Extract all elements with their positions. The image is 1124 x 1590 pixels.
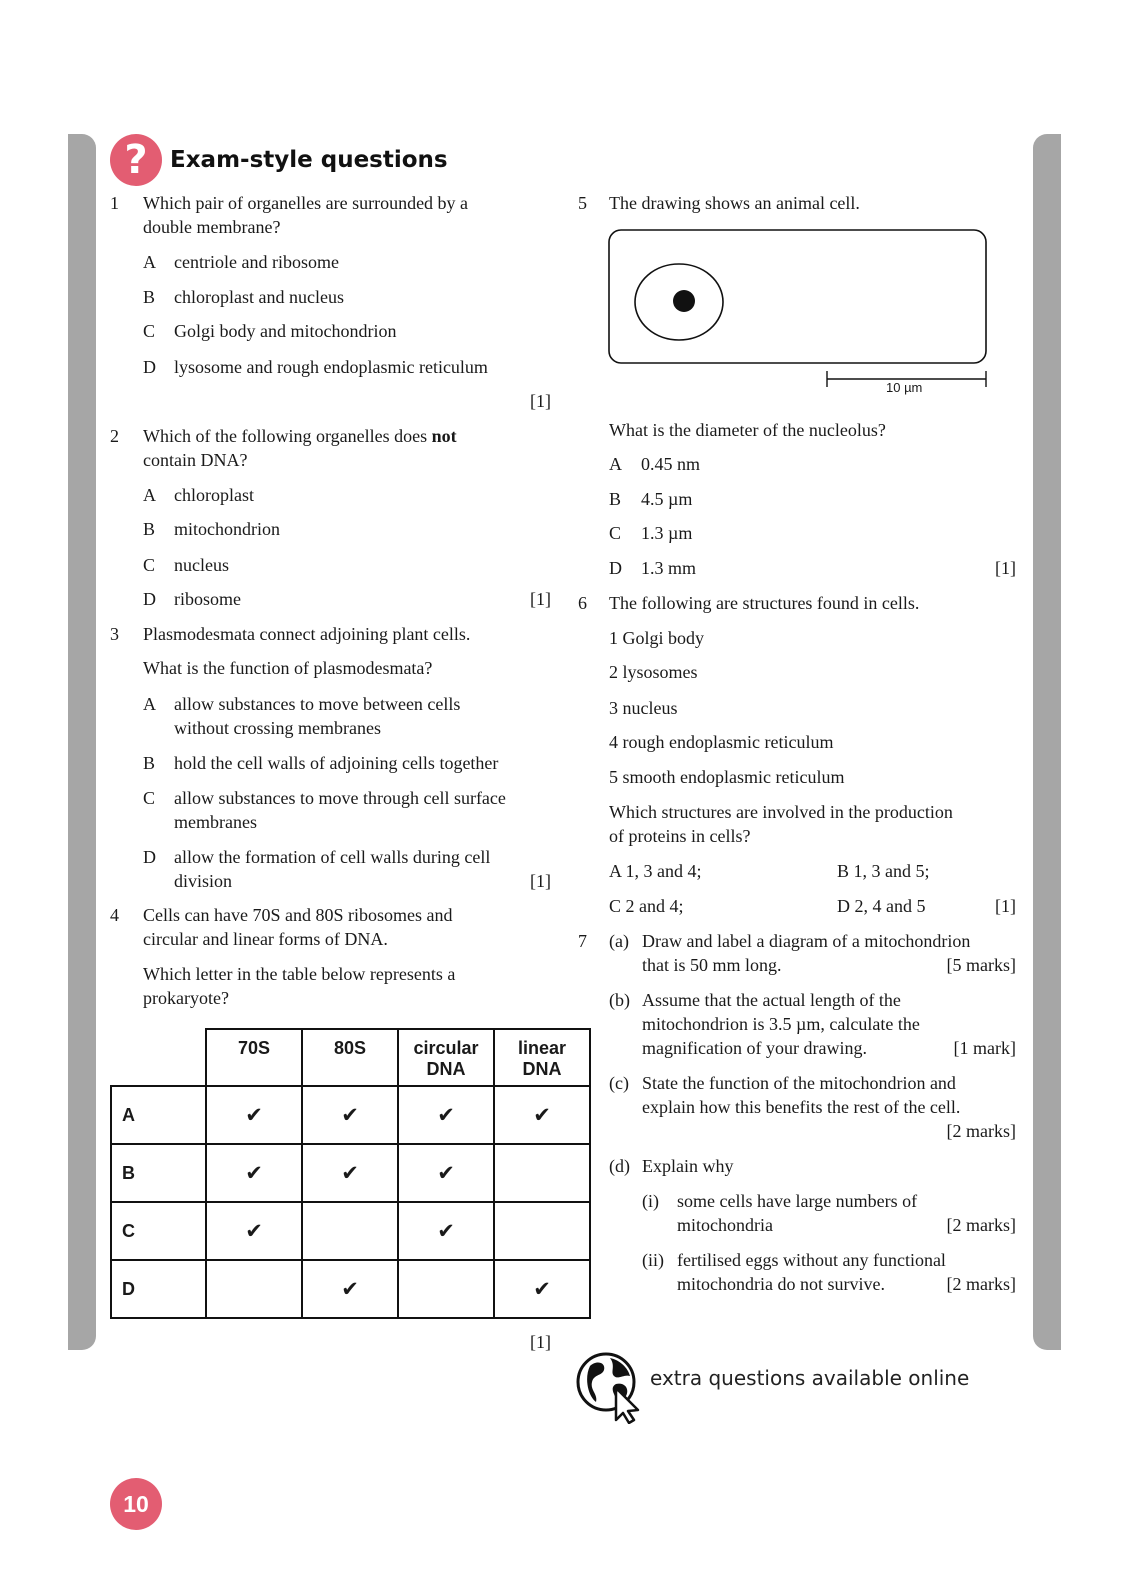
question-prompt: Which structures are involved in the production bbox=[609, 802, 953, 822]
option-text: centriole and ribosome bbox=[174, 252, 339, 272]
option-text: 0.45 nm bbox=[641, 454, 701, 474]
table-row bbox=[111, 1260, 590, 1318]
ribosome-dna-table bbox=[110, 1028, 591, 1319]
option-text: mitochondrion bbox=[174, 519, 280, 539]
option-letter: A bbox=[609, 454, 622, 474]
marks-label: [1] bbox=[530, 871, 551, 891]
structure-item: 5 smooth endoplasmic reticulum bbox=[609, 767, 845, 787]
stem-emphasis: not bbox=[431, 426, 457, 446]
tick-icon: ✔ bbox=[533, 1102, 551, 1127]
option-letter: B bbox=[609, 489, 622, 509]
question-stem: contain DNA? bbox=[143, 450, 248, 470]
option-letter: A bbox=[143, 694, 156, 714]
globe-cursor-icon bbox=[576, 1350, 646, 1424]
option-letter: D bbox=[143, 589, 156, 609]
option-letter: C bbox=[609, 523, 622, 543]
table-header-cell: circular DNA bbox=[398, 1029, 494, 1086]
marks-label: [1] bbox=[530, 589, 551, 609]
stem-text: Which of the following organelles does bbox=[143, 426, 432, 446]
option-text: hold the cell walls of adjoining cells together bbox=[174, 753, 499, 773]
table-cell bbox=[398, 1260, 494, 1318]
subpart-text: fertilised eggs without any functional bbox=[677, 1250, 946, 1270]
option-text: allow the formation of cell walls during cell bbox=[174, 847, 491, 867]
table-cell bbox=[206, 1144, 302, 1202]
option-letter: D bbox=[143, 357, 156, 377]
question-prompt: What is the diameter of the nucleolus? bbox=[609, 420, 886, 440]
option-text: ribosome bbox=[174, 589, 241, 609]
option-letter: C bbox=[143, 555, 156, 575]
option-text: A 1, 3 and 4; bbox=[609, 861, 702, 881]
table-cell bbox=[302, 1086, 398, 1144]
option-text: allow substances to move between cells bbox=[174, 694, 461, 714]
row-label: A bbox=[111, 1086, 206, 1144]
tick-icon: ✔ bbox=[437, 1102, 455, 1127]
option-letter: B bbox=[143, 753, 156, 773]
table-cell bbox=[398, 1086, 494, 1144]
option-text: without crossing membranes bbox=[174, 718, 381, 738]
table-cell bbox=[494, 1202, 590, 1260]
option-letter: A bbox=[143, 485, 156, 505]
marks-label: [1] bbox=[530, 391, 551, 411]
subpart-label: (i) bbox=[642, 1191, 659, 1211]
question-number: 3 bbox=[110, 624, 119, 644]
option-text: nucleus bbox=[174, 555, 229, 575]
option-letter: B bbox=[143, 287, 156, 307]
page-number: 10 bbox=[110, 1478, 162, 1530]
option-text: lysosome and rough endoplasmic reticulum bbox=[174, 357, 488, 377]
subpart-label: (ii) bbox=[642, 1250, 664, 1270]
option-letter: D bbox=[609, 558, 622, 578]
option-text: chloroplast bbox=[174, 485, 254, 505]
online-extras-link[interactable]: extra questions available online bbox=[650, 1366, 970, 1390]
page-title: Exam-style questions bbox=[170, 147, 448, 173]
option-text: B 1, 3 and 5; bbox=[837, 861, 930, 881]
table-cell bbox=[206, 1086, 302, 1144]
part-label: (a) bbox=[609, 931, 629, 951]
marks-label: [1 mark] bbox=[953, 1038, 1016, 1058]
part-text: Explain why bbox=[642, 1156, 734, 1176]
option-letter: C bbox=[143, 788, 156, 808]
question-number: 4 bbox=[110, 905, 119, 925]
option-text: C 2 and 4; bbox=[609, 896, 684, 916]
tick-icon: ✔ bbox=[533, 1276, 551, 1301]
table-header-cell: linear DNA bbox=[494, 1029, 590, 1086]
question-prompt: What is the function of plasmodesmata? bbox=[143, 658, 433, 678]
subpart-text: mitochondria do not survive. bbox=[677, 1274, 885, 1294]
part-text: that is 50 mm long. bbox=[642, 955, 782, 975]
animal-cell-diagram bbox=[600, 222, 1000, 402]
question-stem: Plasmodesmata connect adjoining plant cells. bbox=[143, 624, 471, 644]
row-label: B bbox=[111, 1144, 206, 1202]
table-cell bbox=[302, 1144, 398, 1202]
part-text: Assume that the actual length of the bbox=[642, 990, 901, 1010]
question-stem: circular and linear forms of DNA. bbox=[143, 929, 388, 949]
table-cell bbox=[398, 1202, 494, 1260]
part-label: (b) bbox=[609, 990, 630, 1010]
structure-item: 4 rough endoplasmic reticulum bbox=[609, 732, 834, 752]
table-cell bbox=[398, 1144, 494, 1202]
option-letter: A bbox=[143, 252, 156, 272]
part-text: mitochondrion is 3.5 µm, calculate the bbox=[642, 1014, 920, 1034]
table-cell bbox=[206, 1202, 302, 1260]
tick-icon: ✔ bbox=[245, 1102, 263, 1127]
table-header-cell: 80S bbox=[302, 1029, 398, 1086]
tick-icon: ✔ bbox=[341, 1276, 359, 1301]
part-text: explain how this benefits the rest of the cell. bbox=[642, 1097, 961, 1117]
structure-item: 1 Golgi body bbox=[609, 628, 705, 648]
table-row bbox=[111, 1086, 590, 1144]
subpart-text: some cells have large numbers of bbox=[677, 1191, 918, 1211]
marks-label: [2 marks] bbox=[946, 1121, 1016, 1141]
option-text: 4.5 µm bbox=[641, 489, 693, 509]
row-label: D bbox=[111, 1260, 206, 1318]
question-stem: Cells can have 70S and 80S ribosomes and bbox=[143, 905, 453, 925]
question-mark-icon: ? bbox=[110, 134, 162, 186]
question-prompt: prokaryote? bbox=[143, 988, 229, 1008]
table-cell bbox=[494, 1260, 590, 1318]
tick-icon: ✔ bbox=[245, 1218, 263, 1243]
question-stem: The drawing shows an animal cell. bbox=[609, 193, 860, 213]
tick-icon: ✔ bbox=[341, 1102, 359, 1127]
subpart-text: mitochondria bbox=[677, 1215, 773, 1235]
tick-icon: ✔ bbox=[341, 1160, 359, 1185]
option-text: chloroplast and nucleus bbox=[174, 287, 344, 307]
scale-bar-label: 10 µm bbox=[886, 380, 923, 395]
marks-label: [2 marks] bbox=[946, 1215, 1016, 1235]
question-number: 7 bbox=[578, 931, 587, 951]
part-label: (c) bbox=[609, 1073, 629, 1093]
marks-label: [1] bbox=[995, 558, 1016, 578]
part-label: (d) bbox=[609, 1156, 630, 1176]
tick-icon: ✔ bbox=[437, 1218, 455, 1243]
option-letter: B bbox=[143, 519, 156, 539]
marks-label: [1] bbox=[530, 1332, 551, 1352]
option-text: 1.3 mm bbox=[641, 558, 697, 578]
question-number: 5 bbox=[578, 193, 587, 213]
table-cell bbox=[302, 1260, 398, 1318]
option-text: division bbox=[174, 871, 233, 891]
table-cell bbox=[494, 1086, 590, 1144]
option-text: 1.3 µm bbox=[641, 523, 693, 543]
left-margin-bar bbox=[68, 134, 96, 1350]
marks-label: [5 marks] bbox=[946, 955, 1016, 975]
option-letter: C bbox=[143, 321, 156, 341]
option-text: allow substances to move through cell surface bbox=[174, 788, 506, 808]
part-text: State the function of the mitochondrion and bbox=[642, 1073, 956, 1093]
question-stem bbox=[143, 424, 457, 448]
table-cell bbox=[302, 1202, 398, 1260]
question-prompt: of proteins in cells? bbox=[609, 826, 751, 846]
table-header-row bbox=[111, 1029, 590, 1086]
option-text: Golgi body and mitochondrion bbox=[174, 321, 397, 341]
table-row bbox=[111, 1144, 590, 1202]
question-stem: The following are structures found in cells. bbox=[609, 593, 920, 613]
structure-item: 3 nucleus bbox=[609, 698, 678, 718]
part-text: magnification of your drawing. bbox=[642, 1038, 867, 1058]
row-label: C bbox=[111, 1202, 206, 1260]
question-number: 6 bbox=[578, 593, 587, 613]
part-text: Draw and label a diagram of a mitochondrion bbox=[642, 931, 971, 951]
tick-icon: ✔ bbox=[437, 1160, 455, 1185]
option-text: membranes bbox=[174, 812, 257, 832]
table-corner-cell bbox=[111, 1029, 206, 1086]
table-cell bbox=[494, 1144, 590, 1202]
question-stem: Which pair of organelles are surrounded by a bbox=[143, 193, 469, 213]
question-stem: double membrane? bbox=[143, 217, 281, 237]
question-prompt: Which letter in the table below represents a bbox=[143, 964, 456, 984]
marks-label: [1] bbox=[995, 896, 1016, 916]
option-letter: D bbox=[143, 847, 156, 867]
table-header-cell: 70S bbox=[206, 1029, 302, 1086]
right-margin-bar bbox=[1033, 134, 1061, 1350]
table-cell bbox=[206, 1260, 302, 1318]
marks-label: [2 marks] bbox=[946, 1274, 1016, 1294]
tick-icon: ✔ bbox=[245, 1160, 263, 1185]
question-number: 2 bbox=[110, 426, 119, 446]
question-number: 1 bbox=[110, 193, 119, 213]
option-text: D 2, 4 and 5 bbox=[837, 896, 926, 916]
table-row bbox=[111, 1202, 590, 1260]
structure-item: 2 lysosomes bbox=[609, 662, 698, 682]
